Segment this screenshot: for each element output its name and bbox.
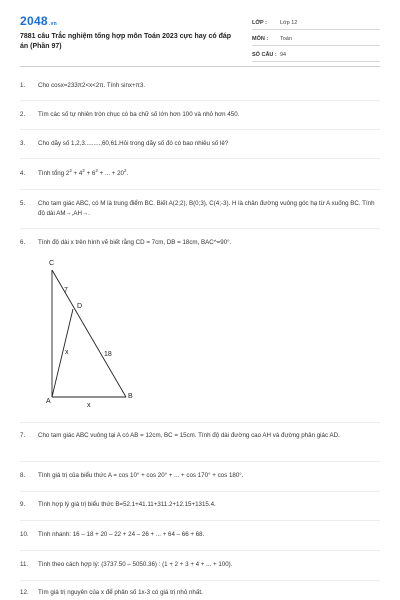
question-number: 5. (20, 200, 26, 207)
question-number: 2. (20, 111, 26, 118)
question-text: Tính giá trị của biểu thức A = cos 10° + cos 20° + ... + cos 170° + cos 180°. (38, 472, 244, 479)
text-part: . (126, 170, 129, 177)
text-part: + 6 (84, 170, 96, 177)
question-5 (20, 199, 380, 219)
question-text: Tính hợp lý giá trị biểu thức B=52.1+41.11+311.2+12.15+1315.4. (38, 501, 216, 508)
question-12 (20, 588, 380, 598)
question-number: 12. (20, 589, 29, 596)
text-part: + ... + 20 (97, 170, 125, 177)
meta-label: SỐ CÂU : (252, 52, 277, 58)
question-8 (20, 471, 380, 481)
question-text: Cho cosx=233π2<x<2π. Tính sinx+π3. (38, 82, 146, 89)
label-db-length: 18 (104, 351, 112, 358)
label-c: C (49, 260, 55, 267)
label-b: B (128, 393, 133, 400)
question-number: 7. (20, 432, 26, 439)
question-text: Tính theo cách hợp lý: (3737.50 – 5050.36) : (1 + 2 + 3 + 4 + ... + 100). (38, 561, 233, 568)
exponent: 2 (69, 167, 72, 173)
meta-label: MÔN : (252, 36, 269, 42)
question-text: Cho tam giác ABC vuông tại A có AB = 12cm, BC = 15cm. Tính độ dài đường cao AH và đường phân giác AD. (38, 432, 340, 439)
label-d: D (77, 303, 83, 310)
question-number: 3. (20, 140, 26, 147)
question-divider (20, 461, 380, 462)
question-divider (20, 422, 380, 423)
label-x-ab: x (87, 402, 91, 409)
question-text: Tính độ dài x trên hình vẽ biết rằng CD = 7cm, DB = 18cm, BAC^=90°. (38, 239, 232, 246)
question-text: Cho tam giác ABC, có M là trung điểm BC. Biết A(2;2), B(0;3), C(4;-3). H là chân đường vuông góc hạ từ A xuống BC. Tính độ dài AM→,AH→. (38, 200, 375, 217)
question-divider (20, 550, 380, 551)
question-divider (20, 129, 380, 130)
header-divider (20, 66, 380, 67)
meta-label: LỚP : (252, 20, 267, 26)
question-divider (20, 580, 380, 581)
text-part: + 4 (71, 170, 83, 177)
question-text (38, 169, 380, 179)
question-number: 6. (20, 239, 26, 246)
question-number: 8. (20, 472, 26, 479)
label-a: A (46, 398, 51, 405)
question-4 (20, 169, 380, 179)
question-divider (20, 189, 380, 190)
document-title: 7881 câu Trắc nghiệm tổng hợp môn Toán 2023 cực hay có đáp án (Phần 97) (20, 33, 232, 50)
segment-ad (52, 309, 73, 397)
meta-row-count (252, 46, 380, 62)
meta-value: Toán (280, 36, 292, 42)
text-part: Tính tổng 2 (38, 170, 70, 177)
question-divider (20, 158, 380, 159)
meta-row-grade (252, 14, 380, 30)
label-cd-length: 7 (64, 287, 68, 294)
question-9 (20, 500, 380, 510)
question-6 (20, 238, 380, 248)
site-logo[interactable] (20, 14, 57, 28)
exponent: 2 (82, 167, 85, 173)
document-meta (252, 14, 380, 62)
question-number: 10. (20, 531, 29, 538)
question-text: Cho dãy số 1,2,3.........,60,61.Hỏi trong dãy số đó có bao nhiêu số lẻ? (38, 140, 229, 147)
question-2 (20, 110, 380, 120)
exponent: 2 (95, 167, 98, 173)
question-text: Tìm giá trị nguyên của x để phân số 1x-3 có giá trị nhỏ nhất. (38, 589, 203, 596)
meta-value: 94 (280, 52, 287, 58)
exponent: 2 (124, 167, 127, 173)
question-number: 11. (20, 561, 29, 568)
question-3 (20, 139, 380, 149)
question-11 (20, 560, 380, 570)
question-number: 4. (20, 170, 26, 177)
question-text: Tìm các số tự nhiên tròn chục có ba chữ số lớn hơn 100 và nhỏ hơn 450. (38, 111, 240, 118)
label-x-ad: x (65, 349, 69, 356)
question-number: 1. (20, 82, 26, 89)
triangle-figure (40, 252, 150, 412)
question-10 (20, 530, 380, 540)
question-divider (20, 100, 380, 101)
logo-main: 2048 (20, 14, 48, 28)
question-1 (20, 81, 380, 91)
question-divider (20, 228, 380, 229)
question-divider (20, 520, 380, 521)
question-7 (20, 431, 380, 441)
meta-value: Lớp 12 (280, 20, 298, 26)
question-number: 9. (20, 501, 26, 508)
logo-sub: .vn (48, 21, 58, 27)
question-text: Tính nhanh: 16 – 18 + 20 – 22 + 24 – 26 + ... + 64 – 66 + 68. (38, 531, 205, 538)
question-divider (20, 491, 380, 492)
meta-row-subject (252, 30, 380, 46)
